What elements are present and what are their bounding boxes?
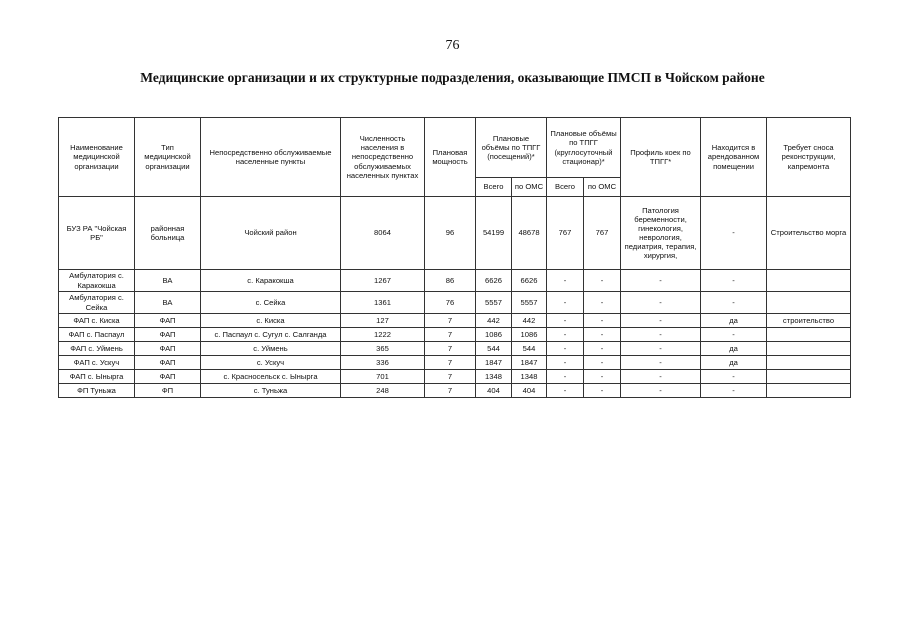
table-row <box>59 370 851 384</box>
cell-name: ФАП с. Киска <box>59 314 135 328</box>
cell-hospital-total: - <box>547 270 584 292</box>
header-name: Наименование медицинской организации <box>59 118 135 197</box>
header-population: Численность населения в непосредственно обслуживаемых населенных пунктах <box>341 118 425 197</box>
cell-visits-oms: 1847 <box>512 356 547 370</box>
cell-type: ФАП <box>135 356 201 370</box>
cell-hospital-total: - <box>547 384 584 398</box>
cell-type: ВА <box>135 270 201 292</box>
cell-rented: - <box>701 328 767 342</box>
cell-hospital-oms: - <box>584 314 621 328</box>
cell-hospital-oms: 767 <box>584 197 621 270</box>
cell-capacity: 7 <box>425 356 476 370</box>
cell-reconstruction <box>767 384 851 398</box>
table-row <box>59 342 851 356</box>
cell-points: с. Каракокша <box>201 270 341 292</box>
cell-profile: - <box>621 328 701 342</box>
table-row <box>59 292 851 314</box>
cell-population: 365 <box>341 342 425 356</box>
cell-type: ФАП <box>135 370 201 384</box>
table-row <box>59 270 851 292</box>
cell-population: 1361 <box>341 292 425 314</box>
table-row <box>59 356 851 370</box>
cell-profile: - <box>621 384 701 398</box>
cell-capacity: 96 <box>425 197 476 270</box>
cell-type: ВА <box>135 292 201 314</box>
table-header <box>59 118 851 197</box>
cell-hospital-total: - <box>547 370 584 384</box>
cell-visits-oms: 5557 <box>512 292 547 314</box>
header-visits-total: Всего <box>476 178 512 197</box>
cell-visits-oms: 544 <box>512 342 547 356</box>
page-number: 76 <box>445 38 460 53</box>
cell-hospital-total: - <box>547 356 584 370</box>
cell-reconstruction <box>767 292 851 314</box>
cell-points: Чойский район <box>201 197 341 270</box>
cell-profile: - <box>621 342 701 356</box>
cell-hospital-total: - <box>547 328 584 342</box>
table-body <box>59 197 851 398</box>
cell-rented: - <box>701 270 767 292</box>
cell-name: ФАП с. Ускуч <box>59 356 135 370</box>
cell-hospital-total: - <box>547 314 584 328</box>
header-served-points: Непосредственно обслуживаемые населенные пункты <box>201 118 341 197</box>
cell-points: с. Ускуч <box>201 356 341 370</box>
cell-visits-total: 54199 <box>476 197 512 270</box>
cell-population: 336 <box>341 356 425 370</box>
header-hospital-oms: по ОМС <box>584 178 621 197</box>
cell-type: районная больница <box>135 197 201 270</box>
cell-visits-total: 404 <box>476 384 512 398</box>
cell-name: ФАП с. Паспаул <box>59 328 135 342</box>
cell-name: Амбулатория с. Каракокша <box>59 270 135 292</box>
header-visits: Плановые объёмы по ТПГГ (посещений)* <box>476 118 547 178</box>
cell-visits-oms: 442 <box>512 314 547 328</box>
table-row <box>59 197 851 270</box>
cell-name: Амбулатория с. Сейка <box>59 292 135 314</box>
table-row <box>59 328 851 342</box>
cell-visits-total: 1086 <box>476 328 512 342</box>
cell-points: с. Сейка <box>201 292 341 314</box>
cell-capacity: 7 <box>425 328 476 342</box>
table-row <box>59 384 851 398</box>
cell-profile: - <box>621 292 701 314</box>
cell-hospital-oms: - <box>584 328 621 342</box>
cell-hospital-oms: - <box>584 356 621 370</box>
cell-type: ФАП <box>135 328 201 342</box>
cell-hospital-total: - <box>547 342 584 356</box>
cell-rented: - <box>701 384 767 398</box>
cell-type: ФП <box>135 384 201 398</box>
cell-population: 1222 <box>341 328 425 342</box>
cell-hospital-oms: - <box>584 292 621 314</box>
cell-capacity: 7 <box>425 370 476 384</box>
cell-reconstruction: строительство <box>767 314 851 328</box>
cell-reconstruction: Строительство морга <box>767 197 851 270</box>
cell-points: с. Киска <box>201 314 341 328</box>
cell-profile: - <box>621 356 701 370</box>
cell-name: БУЗ РА "Чойская РБ" <box>59 197 135 270</box>
cell-visits-total: 1847 <box>476 356 512 370</box>
cell-capacity: 7 <box>425 342 476 356</box>
cell-name: ФАП с. Ыныргa <box>59 370 135 384</box>
cell-rented: да <box>701 342 767 356</box>
cell-rented: - <box>701 370 767 384</box>
header-reconstruction: Требует сноса реконструкции, капремонта <box>767 118 851 197</box>
cell-capacity: 76 <box>425 292 476 314</box>
cell-points: с. Красносельск с. Ыныргa <box>201 370 341 384</box>
cell-visits-oms: 48678 <box>512 197 547 270</box>
cell-rented: - <box>701 197 767 270</box>
cell-visits-oms: 404 <box>512 384 547 398</box>
cell-reconstruction <box>767 370 851 384</box>
cell-reconstruction <box>767 328 851 342</box>
cell-visits-total: 544 <box>476 342 512 356</box>
header-hospital-total: Всего <box>547 178 584 197</box>
cell-hospital-oms: - <box>584 270 621 292</box>
cell-profile: Патология беременности, гинекология, неврология, педиатрия, терапия, хирургия, <box>621 197 701 270</box>
cell-rented: да <box>701 314 767 328</box>
cell-points: с. Паспаул с. Сугул с. Салганда <box>201 328 341 342</box>
cell-hospital-total: - <box>547 292 584 314</box>
cell-visits-oms: 6626 <box>512 270 547 292</box>
header-visits-oms: по ОМС <box>512 178 547 197</box>
cell-type: ФАП <box>135 342 201 356</box>
header-rented: Находится в арендованном помещении <box>701 118 767 197</box>
cell-rented: да <box>701 356 767 370</box>
cell-population: 127 <box>341 314 425 328</box>
header-capacity: Плановая мощность <box>425 118 476 197</box>
cell-visits-total: 5557 <box>476 292 512 314</box>
cell-capacity: 7 <box>425 314 476 328</box>
cell-profile: - <box>621 314 701 328</box>
cell-hospital-oms: - <box>584 370 621 384</box>
cell-visits-total: 442 <box>476 314 512 328</box>
cell-hospital-oms: - <box>584 384 621 398</box>
cell-profile: - <box>621 270 701 292</box>
cell-name: ФП Туньжа <box>59 384 135 398</box>
cell-capacity: 86 <box>425 270 476 292</box>
cell-population: 701 <box>341 370 425 384</box>
cell-type: ФАП <box>135 314 201 328</box>
page-title: Медицинские организации и их структурные подразделения, оказывающие ПМСП в Чойском районе <box>140 70 765 85</box>
cell-visits-oms: 1086 <box>512 328 547 342</box>
cell-visits-oms: 1348 <box>512 370 547 384</box>
cell-name: ФАП с. Уймень <box>59 342 135 356</box>
header-hospital: Плановые объёмы по ТПГГ (круглосуточный стационар)* <box>547 118 621 178</box>
cell-reconstruction <box>767 270 851 292</box>
pmsp-table <box>58 117 851 398</box>
cell-reconstruction <box>767 356 851 370</box>
header-bed-profile: Профиль коек по ТПГГ* <box>621 118 701 197</box>
cell-profile: - <box>621 370 701 384</box>
cell-points: с. Туньжа <box>201 384 341 398</box>
cell-hospital-total: 767 <box>547 197 584 270</box>
cell-population: 1267 <box>341 270 425 292</box>
cell-reconstruction <box>767 342 851 356</box>
cell-capacity: 7 <box>425 384 476 398</box>
cell-points: с. Уймень <box>201 342 341 356</box>
header-type: Тип медицинской организации <box>135 118 201 197</box>
cell-population: 8064 <box>341 197 425 270</box>
cell-visits-total: 6626 <box>476 270 512 292</box>
table-row <box>59 314 851 328</box>
cell-population: 248 <box>341 384 425 398</box>
cell-visits-total: 1348 <box>476 370 512 384</box>
cell-hospital-oms: - <box>584 342 621 356</box>
cell-rented: - <box>701 292 767 314</box>
